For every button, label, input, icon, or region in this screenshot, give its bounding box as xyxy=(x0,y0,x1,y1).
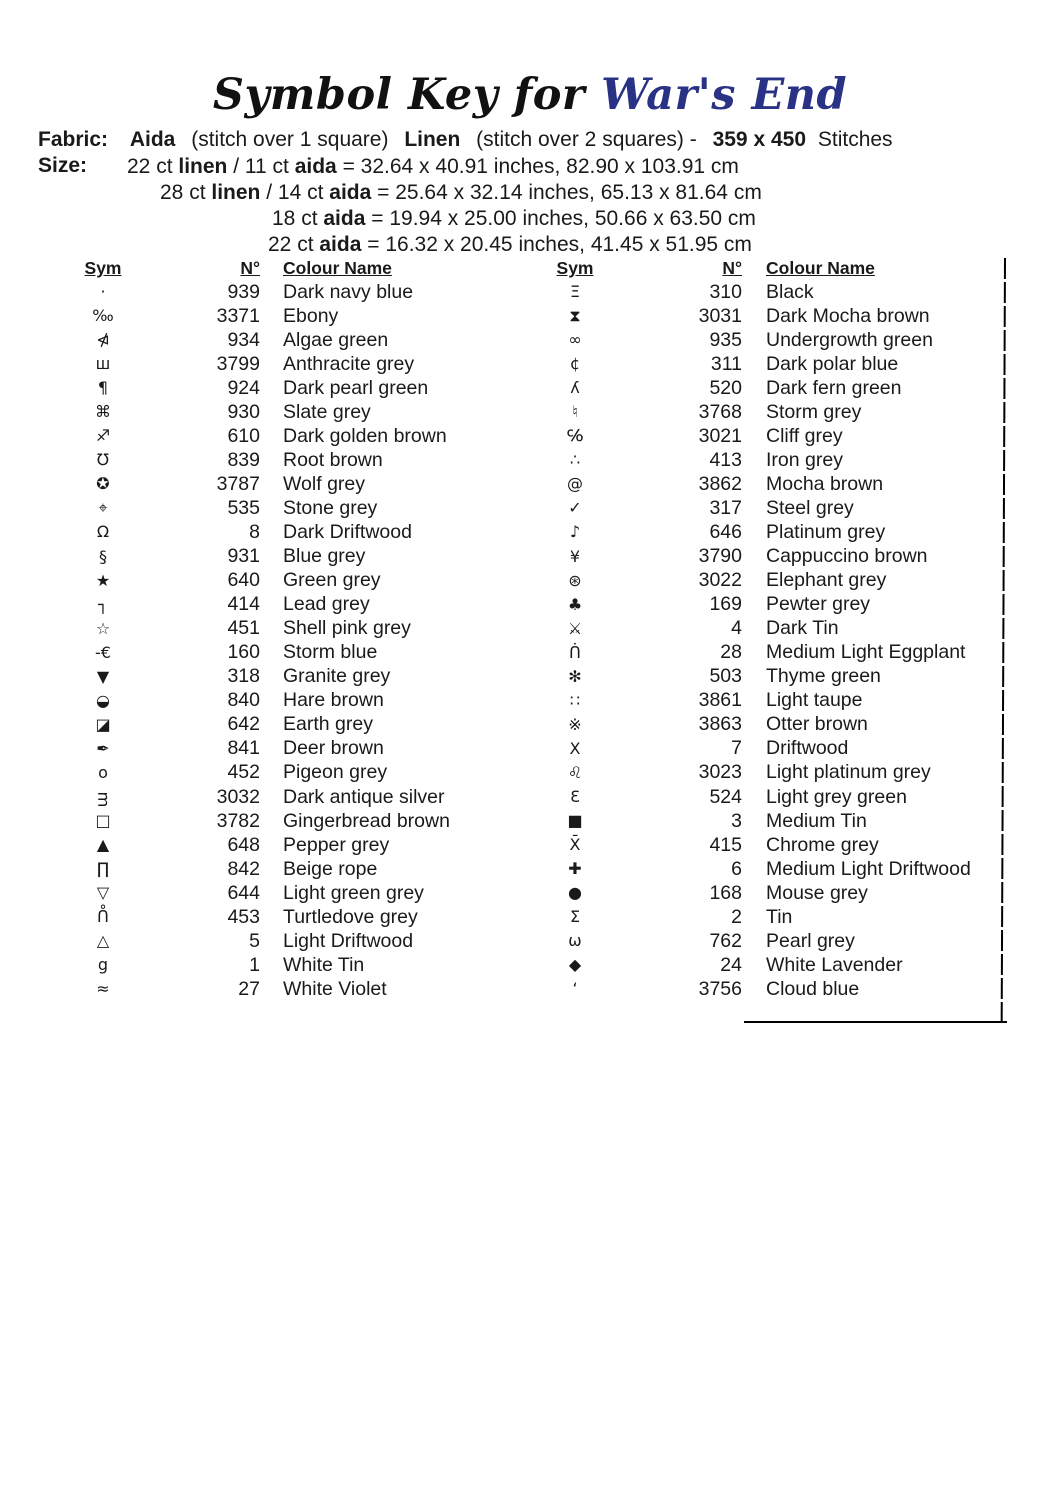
number-cell: 935 xyxy=(709,328,742,351)
table-row xyxy=(58,761,450,785)
symbol-cell: ● xyxy=(568,883,582,903)
number-cell: 642 xyxy=(227,713,260,736)
colour-name-cell: Thyme green xyxy=(766,665,881,688)
number-cell: 503 xyxy=(709,665,742,688)
symbol-cell: @ xyxy=(567,474,583,494)
number-cell: 930 xyxy=(227,400,260,423)
number-cell: 934 xyxy=(227,328,260,351)
table-row xyxy=(58,689,450,713)
symbol-cell: ⚔ xyxy=(567,618,583,638)
number-cell: 3032 xyxy=(216,785,260,808)
table-row xyxy=(530,809,971,833)
number-cell: 27 xyxy=(238,977,260,1000)
number-cell: 317 xyxy=(709,496,742,519)
colour-name-cell: Driftwood xyxy=(766,737,849,760)
colour-name-cell: Mouse grey xyxy=(766,881,868,904)
symbol-cell: ≈ xyxy=(96,979,110,999)
number-cell: 8 xyxy=(249,520,260,543)
table-row xyxy=(530,689,971,713)
table-row xyxy=(530,569,971,593)
number-cell: 939 xyxy=(227,280,260,303)
header-number: N° xyxy=(240,258,260,278)
symbol-cell: ✻ xyxy=(568,666,582,686)
number-cell: 520 xyxy=(709,376,742,399)
colour-name-cell: Hare brown xyxy=(283,689,384,712)
colour-name-cell: Light Driftwood xyxy=(283,929,414,952)
symbol-cell: ◪ xyxy=(95,714,111,734)
symbol-cell: ♪ xyxy=(569,522,581,542)
number-cell: 453 xyxy=(227,905,260,928)
colour-name-cell: Dark navy blue xyxy=(283,280,414,303)
number-cell: 931 xyxy=(227,545,260,568)
colour-name-cell: Mocha brown xyxy=(766,472,884,495)
number-cell: 3782 xyxy=(216,809,260,832)
number-cell: 610 xyxy=(227,424,260,447)
number-cell: 7 xyxy=(731,737,742,760)
symbol-cell: ᑍ xyxy=(97,907,109,927)
symbol-cell: o xyxy=(98,762,108,782)
key-table-left-column xyxy=(58,257,450,1001)
symbol-cell: ᴟ xyxy=(97,787,109,806)
colour-name-cell: Blue grey xyxy=(283,545,366,568)
number-cell: 3371 xyxy=(216,304,260,327)
symbol-cell: ■ xyxy=(567,811,583,831)
symbol-cell: Σ xyxy=(569,907,581,927)
header-number: N° xyxy=(722,258,742,278)
header-sym: Sym xyxy=(556,258,594,278)
colour-name-cell: Algae green xyxy=(283,328,389,351)
number-cell: 451 xyxy=(227,617,260,640)
table-row xyxy=(58,977,450,1001)
number-cell: 2 xyxy=(731,905,742,928)
colour-name-cell: Deer brown xyxy=(283,737,384,760)
colour-name-cell: Dark polar blue xyxy=(766,352,899,375)
number-cell: 3021 xyxy=(698,424,742,447)
key-table-right-column xyxy=(530,257,971,1001)
colour-name-cell: Stone grey xyxy=(283,496,378,519)
table-row xyxy=(58,328,450,352)
colour-name-cell: Storm blue xyxy=(283,641,378,664)
symbol-cell: -€ xyxy=(95,642,111,662)
colour-name-cell: Wolf grey xyxy=(283,472,365,495)
table-row xyxy=(530,280,971,304)
size-line-3: 18 ct aida = 19.94 x 25.00 inches, 50.66 x 63.50 cm xyxy=(272,207,756,230)
table-row xyxy=(58,545,450,569)
colour-name-cell: Tin xyxy=(766,905,793,928)
table-row xyxy=(530,424,971,448)
symbol-cell: ⧗ xyxy=(569,306,581,326)
table-rows-right xyxy=(530,280,971,1001)
fabric-type-aida: Aida xyxy=(129,128,176,151)
symbol-cell: □ xyxy=(95,811,111,831)
table-row xyxy=(530,929,971,953)
number-cell: 3861 xyxy=(698,689,742,712)
number-cell: 311 xyxy=(710,352,742,375)
number-cell: 840 xyxy=(227,689,260,712)
symbol-cell: ⊛ xyxy=(568,570,582,590)
table-row xyxy=(530,376,971,400)
colour-name-cell: White Tin xyxy=(283,953,365,976)
colour-name-cell: Turtledove grey xyxy=(283,905,418,928)
colour-name-cell: Anthracite grey xyxy=(283,352,415,375)
colour-name-cell: Chrome grey xyxy=(766,833,879,856)
number-cell: 414 xyxy=(227,593,260,616)
table-row xyxy=(58,833,450,857)
symbol-cell: § xyxy=(99,546,107,566)
symbol-cell: ✪ xyxy=(96,474,110,494)
colour-name-cell: Earth grey xyxy=(283,713,373,736)
table-row xyxy=(530,641,971,665)
number-cell: 4 xyxy=(731,617,742,640)
symbol-cell: ∷ xyxy=(569,690,581,710)
fabric-linen-note: (stitch over 2 squares) - xyxy=(476,128,697,151)
symbol-cell: ш xyxy=(95,354,111,374)
colour-name-cell: Dark Tin xyxy=(766,617,839,640)
symbol-cell: ¢ xyxy=(569,354,581,374)
table-row xyxy=(58,280,450,304)
stitch-count-suffix: Stitches xyxy=(817,128,893,151)
table-row xyxy=(58,496,450,520)
header-sym: Sym xyxy=(84,258,122,278)
table-row xyxy=(530,665,971,689)
symbol-cell: ♣ xyxy=(567,594,583,614)
colour-name-cell: Elephant grey xyxy=(766,569,887,592)
number-cell: 644 xyxy=(227,881,260,904)
colour-name-cell: Shell pink grey xyxy=(283,617,411,640)
symbol-cell: ♐ xyxy=(95,426,111,446)
table-row xyxy=(58,448,450,472)
symbol-cell: ▼ xyxy=(96,666,110,686)
table-header xyxy=(530,257,971,280)
symbol-cell: ∏ xyxy=(96,859,110,879)
symbol-cell: Ɛ xyxy=(570,787,580,806)
table-row xyxy=(530,977,971,1001)
number-cell: 524 xyxy=(709,785,742,808)
colour-name-cell: Iron grey xyxy=(766,448,843,471)
fabric-type-linen: Linen xyxy=(404,128,461,151)
colour-name-cell: Granite grey xyxy=(283,665,391,688)
number-cell: 646 xyxy=(709,520,742,543)
number-cell: 310 xyxy=(709,280,742,303)
symbol-cell: ⌖ xyxy=(98,498,108,518)
table-row xyxy=(530,496,971,520)
table-row xyxy=(58,881,450,905)
table-row xyxy=(58,665,450,689)
table-row xyxy=(530,713,971,737)
table-row xyxy=(58,400,450,424)
colour-name-cell: Medium Light Eggplant xyxy=(766,641,966,664)
fabric-label: Fabric: xyxy=(38,128,109,151)
colour-name-cell: Cloud blue xyxy=(766,977,860,1000)
symbol-cell: ᑏ xyxy=(569,642,581,662)
table-row xyxy=(530,833,971,857)
table-row xyxy=(530,881,971,905)
number-cell: 3799 xyxy=(216,352,260,375)
number-cell: 3790 xyxy=(698,545,742,568)
number-cell: 3768 xyxy=(698,400,742,423)
table-row xyxy=(58,472,450,496)
symbol-cell: ★ xyxy=(95,570,111,590)
number-cell: 535 xyxy=(227,496,260,519)
number-cell: 160 xyxy=(227,641,260,664)
table-row xyxy=(530,400,971,424)
table-row xyxy=(58,905,450,929)
table-bottom-right-border-line xyxy=(744,1021,1007,1023)
number-cell: 318 xyxy=(227,665,260,688)
symbol-cell: ◆ xyxy=(568,955,582,975)
colour-name-cell: Medium Tin xyxy=(766,809,867,832)
number-cell: 3862 xyxy=(698,472,742,495)
colour-name-cell: Dark pearl green xyxy=(283,376,429,399)
table-row xyxy=(58,785,450,809)
number-cell: 415 xyxy=(709,833,742,856)
page-title xyxy=(0,70,1060,120)
symbol-cell: g xyxy=(97,955,109,975)
number-cell: 6 xyxy=(731,857,742,880)
symbol-cell: ♮ xyxy=(572,402,578,422)
colour-name-cell: Root brown xyxy=(283,448,383,471)
number-cell: 452 xyxy=(227,761,260,784)
colour-name-cell: Gingerbread brown xyxy=(283,809,450,832)
stitch-count: 359 x 450 xyxy=(712,128,807,151)
colour-name-cell: Lead grey xyxy=(283,593,370,616)
number-cell: 841 xyxy=(227,737,260,760)
number-cell: 842 xyxy=(227,857,260,880)
symbol-cell: ¥ xyxy=(569,546,581,566)
colour-name-cell: Slate grey xyxy=(283,400,371,423)
size-line-1: 22 ct linen / 11 ct aida = 32.64 x 40.91 inches, 82.90 x 103.91 cm xyxy=(127,155,739,178)
size-label: Size: xyxy=(38,154,88,177)
table-row xyxy=(530,953,971,977)
symbol-cell: △ xyxy=(96,931,110,951)
symbol-cell: ⋪ xyxy=(96,330,110,350)
colour-name-cell: Dark antique silver xyxy=(283,785,445,808)
table-row xyxy=(58,713,450,737)
table-row xyxy=(58,641,450,665)
symbol-cell: ✓ xyxy=(568,498,582,518)
colour-name-cell: Cliff grey xyxy=(766,424,843,447)
colour-name-cell: Light taupe xyxy=(766,689,863,712)
colour-name-cell: Steel grey xyxy=(766,496,854,519)
symbol-cell: ☆ xyxy=(95,618,111,638)
table-row xyxy=(530,520,971,544)
number-cell: 413 xyxy=(709,448,742,471)
size-line-4: 22 ct aida = 16.32 x 20.45 inches, 41.45 x 51.95 cm xyxy=(268,233,752,256)
number-cell: 169 xyxy=(709,593,742,616)
symbol-cell: ◒ xyxy=(96,690,110,710)
number-cell: 648 xyxy=(227,833,260,856)
number-cell: 839 xyxy=(227,448,260,471)
colour-name-cell: Pigeon grey xyxy=(283,761,388,784)
colour-name-cell: Cappuccino brown xyxy=(766,545,928,568)
symbol-cell: ⌘ xyxy=(95,402,111,422)
colour-name-cell: Dark fern green xyxy=(766,376,902,399)
table-row xyxy=(530,761,971,785)
symbol-cell: ω xyxy=(568,931,582,951)
colour-name-cell: Dark Mocha brown xyxy=(766,304,930,327)
table-row xyxy=(58,857,450,881)
colour-name-cell: White Lavender xyxy=(766,953,903,976)
number-cell: 1 xyxy=(249,953,260,976)
header-colour-name: Colour Name xyxy=(283,258,392,278)
title-prefix: Symbol Key for xyxy=(212,70,586,120)
table-row xyxy=(58,953,450,977)
colour-name-cell: Beige rope xyxy=(283,857,378,880)
table-row xyxy=(58,376,450,400)
number-cell: 640 xyxy=(227,569,260,592)
number-cell: 924 xyxy=(227,376,260,399)
symbol-cell: X xyxy=(569,738,581,758)
number-cell: 3756 xyxy=(698,977,742,1000)
table-row xyxy=(58,737,450,761)
symbol-cell: X̄ xyxy=(569,835,581,855)
table-row xyxy=(58,929,450,953)
colour-name-cell: Black xyxy=(766,280,814,303)
table-right-border-dashed-line xyxy=(1001,258,1006,1023)
table-row xyxy=(530,617,971,641)
table-row xyxy=(530,352,971,376)
table-row xyxy=(530,737,971,761)
table-row xyxy=(58,593,450,617)
number-cell: 3031 xyxy=(698,304,742,327)
number-cell: 3787 xyxy=(216,472,260,495)
colour-name-cell: White Violet xyxy=(283,977,387,1000)
colour-name-cell: Light platinum grey xyxy=(766,761,931,784)
symbol-cell: ‘ xyxy=(572,979,578,999)
header-colour-name: Colour Name xyxy=(766,258,875,278)
symbol-cell: ▽ xyxy=(96,883,110,903)
table-row xyxy=(530,593,971,617)
table-row xyxy=(58,617,450,641)
number-cell: 24 xyxy=(720,953,742,976)
colour-name-cell: Pewter grey xyxy=(766,593,871,616)
table-row xyxy=(58,424,450,448)
colour-name-cell: Platinum grey xyxy=(766,520,886,543)
table-row xyxy=(58,809,450,833)
colour-name-cell: Dark Driftwood xyxy=(283,520,412,543)
number-cell: 3022 xyxy=(698,569,742,592)
symbol-cell: Ω xyxy=(96,522,110,542)
size-line-2: 28 ct linen / 14 ct aida = 25.64 x 32.14 inches, 65.13 x 81.64 cm xyxy=(160,181,762,204)
symbol-cell: ✚ xyxy=(568,859,582,879)
number-cell: 3 xyxy=(731,809,742,832)
colour-name-cell: Pearl grey xyxy=(766,929,855,952)
colour-name-cell: Storm grey xyxy=(766,400,862,423)
table-rows-left xyxy=(58,280,450,1001)
colour-name-cell: Undergrowth green xyxy=(766,328,933,351)
colour-name-cell: Otter brown xyxy=(766,713,868,736)
symbol-cell: ∴ xyxy=(569,450,581,470)
fabric-line xyxy=(38,127,893,153)
table-row xyxy=(530,857,971,881)
symbol-cell: ∞ xyxy=(568,330,582,350)
table-row xyxy=(530,304,971,328)
colour-name-cell: Green grey xyxy=(283,569,381,592)
table-row xyxy=(530,905,971,929)
symbol-cell: ‰ xyxy=(92,306,114,326)
table-row xyxy=(58,520,450,544)
number-cell: 3863 xyxy=(698,713,742,736)
symbol-cell: ¶ xyxy=(97,378,109,398)
symbol-cell: · xyxy=(100,282,106,302)
colour-name-cell: Light green grey xyxy=(283,881,424,904)
colour-name-cell: Ebony xyxy=(283,304,339,327)
number-cell: 762 xyxy=(709,929,742,952)
symbol-cell: ℧ xyxy=(96,450,110,470)
table-row xyxy=(58,304,450,328)
symbol-cell: ♌ xyxy=(567,762,583,782)
colour-name-cell: Dark golden brown xyxy=(283,424,447,447)
symbol-cell: ℅ xyxy=(566,426,584,446)
symbol-cell: ┐ xyxy=(98,594,108,614)
number-cell: 3023 xyxy=(698,761,742,784)
symbol-cell: Ξ xyxy=(569,282,581,302)
colour-name-cell: Light grey green xyxy=(766,785,907,808)
table-row xyxy=(58,352,450,376)
number-cell: 168 xyxy=(709,881,742,904)
number-cell: 5 xyxy=(249,929,260,952)
fabric-aida-note: (stitch over 1 square) xyxy=(191,128,389,151)
table-row xyxy=(530,328,971,352)
colour-name-cell: Pepper grey xyxy=(283,833,390,856)
colour-name-cell: Medium Light Driftwood xyxy=(766,857,971,880)
table-row xyxy=(58,569,450,593)
title-pattern-name: War's End xyxy=(601,70,848,120)
symbol-cell: ʎ xyxy=(570,378,580,398)
symbol-cell: ✒ xyxy=(96,738,110,758)
symbol-cell: ▲ xyxy=(96,835,110,855)
table-header xyxy=(58,257,450,280)
table-row xyxy=(530,472,971,496)
table-row xyxy=(530,448,971,472)
number-cell: 28 xyxy=(720,641,742,664)
table-row xyxy=(530,545,971,569)
table-row xyxy=(530,785,971,809)
symbol-cell: ※ xyxy=(568,714,582,734)
